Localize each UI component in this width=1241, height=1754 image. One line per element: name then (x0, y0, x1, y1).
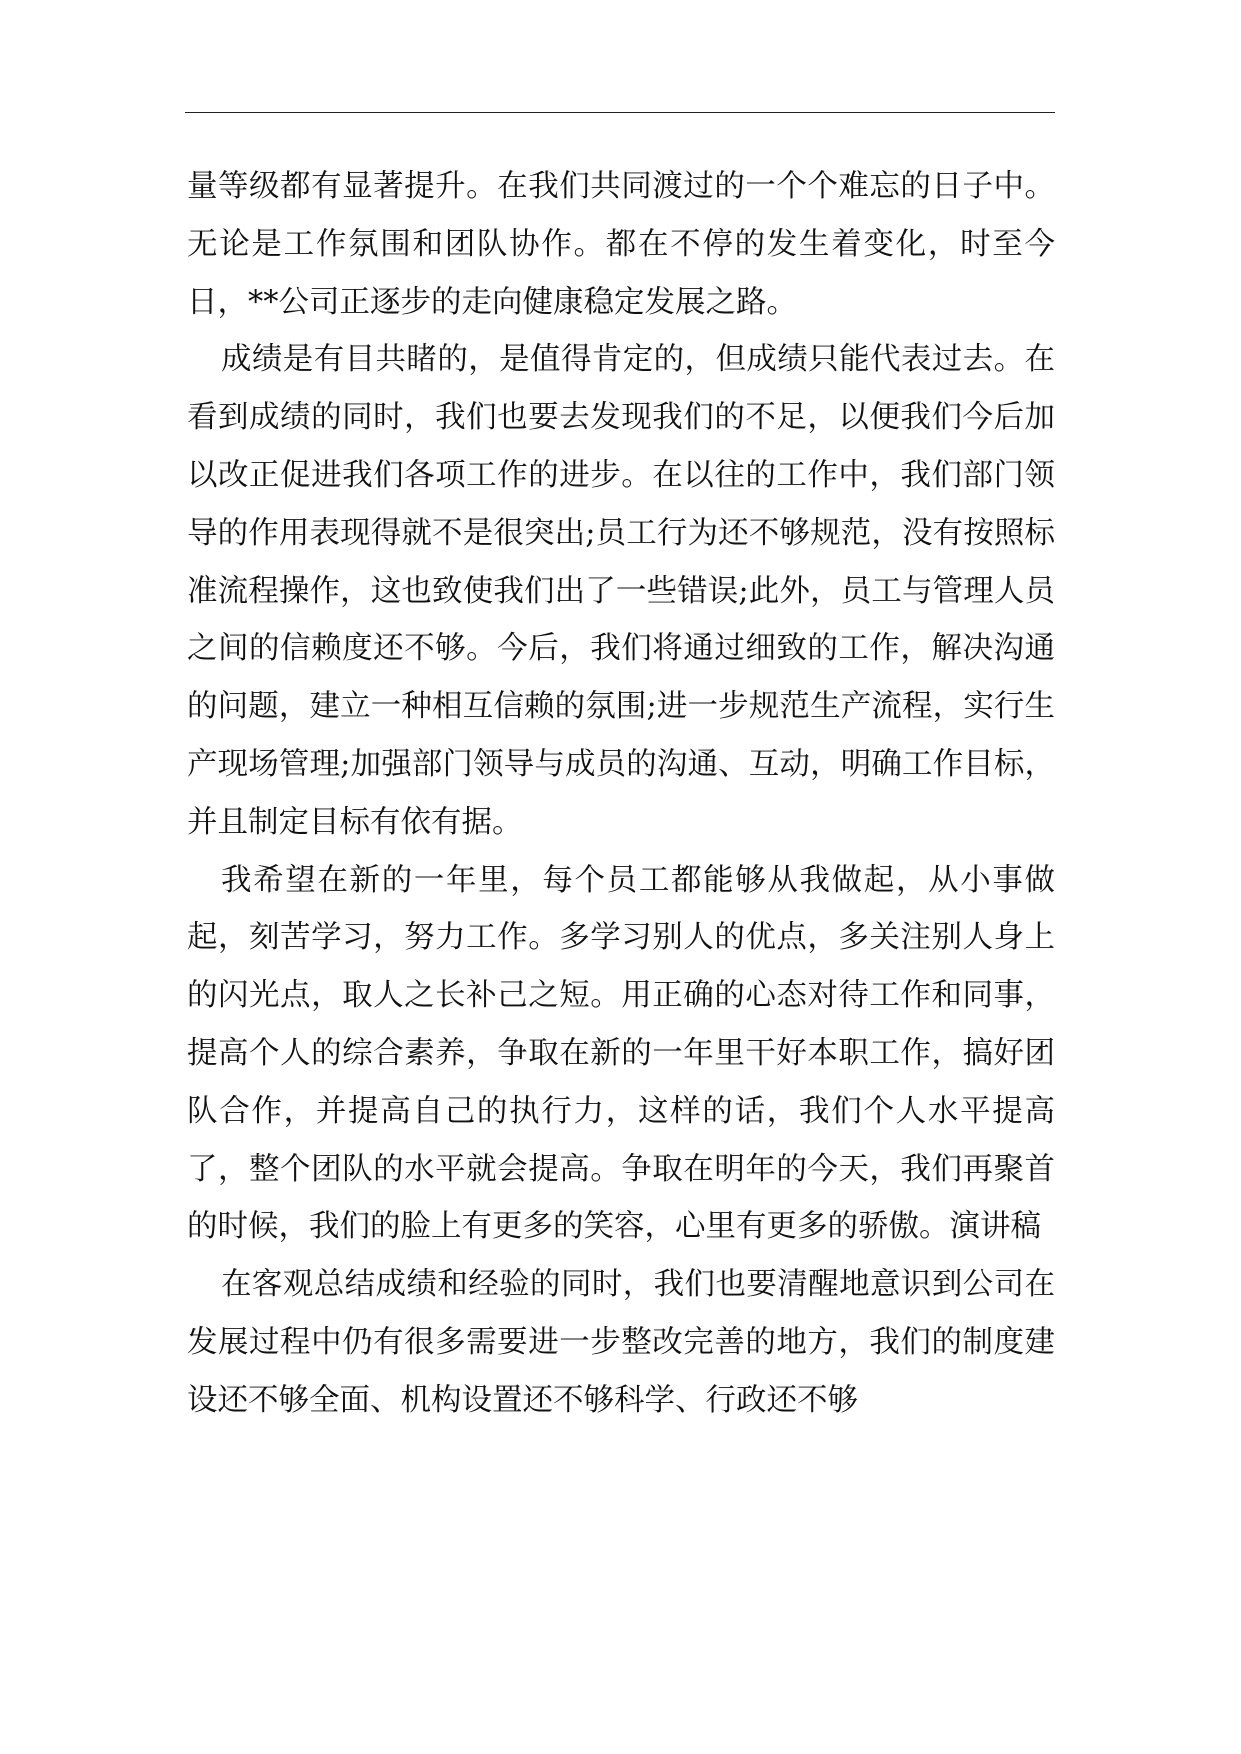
paragraph-shortcomings: 在客观总结成绩和经验的同时，我们也要清醒地意识到公司在发展过程中仍有很多需要进一步整改完善的地方，我们的制度建设还不够全面、机构设置还不够科学、行政还不够 (187, 1267, 1055, 1418)
paragraph-achievements: 成绩是有目共睹的，是值得肯定的，但成绩只能代表过去。在看到成绩的同时，我们也要去发现我们的不足，以便我们今后加以改正促进我们各项工作的进步。在以往的工作中，我们部门领导的作用表现得就不是很突出;员工行为还不够规范，没有按照标准流程操作，这也致使我们出了一些错误;此外，员工与管理人员之间的信赖度还不够。今后，我们将通过细致的工作，解决沟通的问题，建立一种相互信赖的氛围;进一步规范生产流程，实行生产现场管理;加强部门领导与成员的沟通、互动，明确工作目标，并且制定目标有依有据。 (187, 342, 1055, 840)
paragraph-hopes: 我希望在新的一年里，每个员工都能够从我做起，从小事做起，刻苦学习，努力工作。多学习别人的优点，多关注别人身上的闪光点，取人之长补己之短。用正确的心态对待工作和同事，提高个人的综合素养，争取在新的一年里干好本职工作，搞好团队合作，并提高自己的执行力，这样的话，我们个人水平提高了，整个团队的水平就会提高。争取在明年的今天，我们再聚首的时候，我们的脸上有更多的笑容，心里有更多的骄傲。演讲稿 (187, 862, 1055, 1245)
document-body (187, 158, 1055, 1430)
header-rule (185, 112, 1055, 113)
paragraph-continuation: 量等级都有显著提升。在我们共同渡过的一个个难忘的日子中。无论是工作氛围和团队协作。都在不停的发生着变化，时至今日，**公司正逐步的走向健康稳定发展之路。 (187, 169, 1055, 320)
